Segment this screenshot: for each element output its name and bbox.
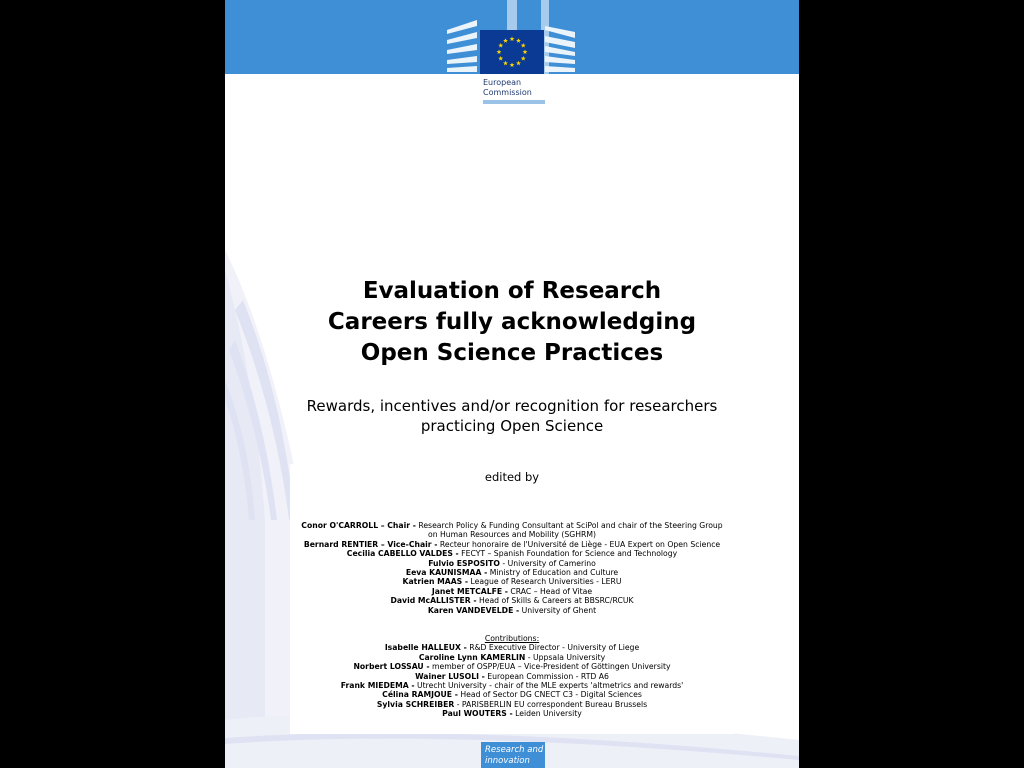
- editor-row: [290, 587, 734, 596]
- editor-name: Cecilia CABELLO VALDES -: [346, 549, 459, 559]
- editor-role: - University of Camerino: [499, 558, 596, 568]
- eu-flag-icon: [480, 30, 544, 74]
- contributor-role: R&D Executive Director - University of Liege: [466, 643, 640, 653]
- logo-line-1: European: [483, 78, 522, 87]
- contributions-heading: Contributions:: [484, 634, 540, 643]
- logo-line-2: Commission: [483, 88, 532, 97]
- editor-role: University of Ghent: [519, 605, 597, 615]
- logo-rule: [483, 100, 545, 104]
- contributor-role: - PARISBERLIN EU correspondent Bureau Brussels: [454, 699, 648, 709]
- editor-row: [290, 540, 734, 549]
- contributor-role: Leiden University: [512, 709, 582, 719]
- contributor-row: [290, 672, 734, 681]
- contributor-row: [290, 681, 734, 690]
- contributor-row: [290, 700, 734, 709]
- editor-row: [290, 521, 734, 530]
- contributor-row: [290, 643, 734, 652]
- contributor-row: [290, 709, 734, 718]
- badge-line-1: Research and: [485, 745, 544, 755]
- subtitle-line-2: practicing Open Science: [420, 417, 604, 435]
- contributor-name: Paul WOUTERS -: [442, 709, 513, 719]
- editor-role: Recteur honoraire de l'Université de Liège - EUA Expert on Open Science: [437, 539, 721, 549]
- editor-row: [290, 549, 734, 558]
- title-line-1: Evaluation of Research: [362, 278, 662, 304]
- editor-row: [290, 559, 734, 568]
- contributor-name: Célina RAMJOUE -: [382, 690, 458, 700]
- editor-role: on Human Resources and Mobility (SGHRM): [427, 530, 597, 540]
- badge-line-2: innovation: [485, 756, 530, 766]
- edited-by-label: edited by: [484, 470, 540, 484]
- editor-name: Conor O'CARROLL – Chair -: [301, 521, 416, 530]
- editor-name: Eeva KAUNISMAA -: [405, 568, 488, 578]
- contributor-row: [290, 653, 734, 662]
- title-line-3: Open Science Practices: [360, 340, 664, 366]
- editor-name: Janet METCALFE -: [431, 586, 508, 596]
- contributor-role: Head of Sector DG CNECT C3 - Digital Sciences: [457, 690, 642, 700]
- editor-name: Katrien MAAS -: [402, 577, 469, 587]
- editor-role: League of Research Universities - LERU: [468, 577, 622, 587]
- editor-role: Head of Skills & Careers at BBSRC/RCUK: [476, 596, 634, 606]
- contributor-role: member of OSPP/EUA – Vice-President of Göttingen University: [429, 662, 671, 672]
- editors-list: [290, 521, 734, 615]
- document-cover-page: [225, 0, 799, 768]
- editor-row: [290, 606, 734, 615]
- editor-name: Bernard RENTIER – Vice-Chair -: [303, 539, 438, 549]
- contributor-row: [290, 662, 734, 671]
- research-innovation-badge: [481, 742, 545, 768]
- contributor-name: Caroline Lynn KAMERLIN: [418, 652, 526, 662]
- contributor-role: European Commission - RTD A6: [484, 671, 609, 681]
- document-title: [225, 276, 799, 369]
- contributor-name: Wainer LUSOLI -: [415, 671, 485, 681]
- editor-row: [290, 530, 734, 539]
- editor-role: FECYT – Spanish Foundation for Science and Technology: [458, 549, 678, 559]
- contributor-role: - Uppsala University: [525, 652, 606, 662]
- editor-row: [290, 568, 734, 577]
- editor-name: Karen VANDEVELDE -: [427, 605, 520, 615]
- title-line-2: Careers fully acknowledging: [327, 309, 697, 335]
- commission-logo-text: [483, 78, 545, 104]
- contributor-row: [290, 690, 734, 699]
- editor-name: Fulvio ESPOSITO: [428, 558, 500, 568]
- editor-row: [290, 577, 734, 586]
- editor-role: Ministry of Education and Culture: [487, 568, 619, 578]
- contributor-name: Sylvia SCHREIBER: [376, 699, 455, 709]
- contributor-role: Utrecht University - chair of the MLE experts 'altmetrics and rewards': [414, 681, 684, 691]
- editor-name: David McALLISTER -: [390, 596, 477, 606]
- subtitle-line-1: Rewards, incentives and/or recognition for researchers: [306, 397, 718, 415]
- contributions-list: [290, 634, 734, 719]
- editor-role: Research Policy & Funding Consultant at SciPol and chair of the Steering Group: [415, 521, 723, 530]
- document-subtitle: [225, 396, 799, 436]
- editor-role: CRAC – Head of Vitae: [507, 586, 593, 596]
- contributor-name: Norbert LOSSAU -: [353, 662, 430, 672]
- editor-row: [290, 596, 734, 605]
- contributor-name: Isabelle HALLEUX -: [384, 643, 467, 653]
- contributor-name: Frank MIEDEMA -: [340, 681, 415, 691]
